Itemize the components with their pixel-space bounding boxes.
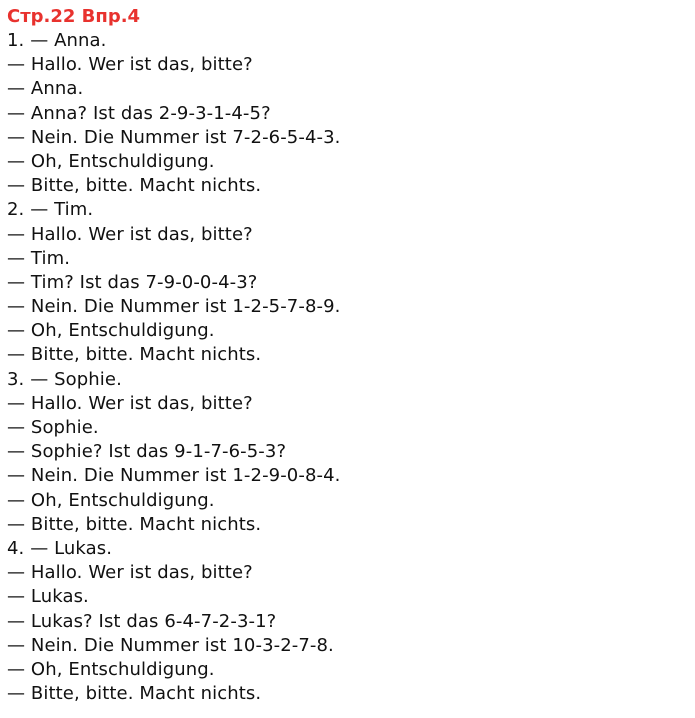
dialogue-line: 3. — Sophie. (7, 368, 122, 390)
page-title: Стр.22 Впр.4 (7, 6, 141, 27)
dialogue-line: — Sophie. (7, 417, 99, 438)
dialogue-line: — Lukas? Ist das 6-4-7-2-3-1? (7, 610, 277, 632)
dialogue-line: — Hallo. Wer ist das, bitte? (7, 223, 253, 245)
document-page (7, 5, 687, 706)
dialogue-line: 2. — Tim. (7, 199, 94, 221)
dialogue-line: — Bitte, bitte. Macht nichts. (7, 175, 262, 197)
dialogue-line: — Bitte, bitte. Macht nichts. (7, 683, 262, 705)
dialogue-line: — Hallo. Wer ist das, bitte? (7, 54, 253, 76)
dialogue-list (7, 29, 687, 706)
dialogue-line: — Tim. (7, 247, 71, 269)
dialogue-line: — Lukas. (7, 586, 89, 608)
dialogue-line: — Nein. Die Nummer ist 10-3-2-7-8. (7, 634, 334, 656)
dialogue-line: — Anna? Ist das 2-9-3-1-4-5? (7, 102, 271, 124)
dialogue-line: 4. — Lukas. (7, 537, 113, 559)
dialogue-line: — Anna. (7, 78, 84, 100)
dialogue-line: — Hallo. Wer ist das, bitte? (7, 392, 253, 414)
dialogue-line: 1. — Anna. (7, 30, 107, 51)
dialogue-line: — Sophie? Ist das 9-1-7-6-5-3? (7, 441, 287, 463)
dialogue-line: — Oh, Entschuldigung. (7, 489, 215, 511)
dialogue-line: — Hallo. Wer ist das, bitte? (7, 562, 253, 584)
dialogue-line: — Tim? Ist das 7-9-0-0-4-3? (7, 271, 258, 293)
dialogue-line: — Nein. Die Nummer ist 1-2-9-0-8-4. (7, 465, 341, 487)
dialogue-line: — Nein. Die Nummer ist 1-2-5-7-8-9. (7, 296, 341, 318)
dialogue-line: — Bitte, bitte. Macht nichts. (7, 344, 262, 366)
dialogue-line: — Oh, Entschuldigung. (7, 658, 215, 680)
dialogue-line: — Bitte, bitte. Macht nichts. (7, 513, 262, 535)
dialogue-line: — Oh, Entschuldigung. (7, 320, 215, 342)
dialogue-line: — Nein. Die Nummer ist 7-2-6-5-4-3. (7, 126, 341, 148)
dialogue-line: — Oh, Entschuldigung. (7, 150, 215, 172)
